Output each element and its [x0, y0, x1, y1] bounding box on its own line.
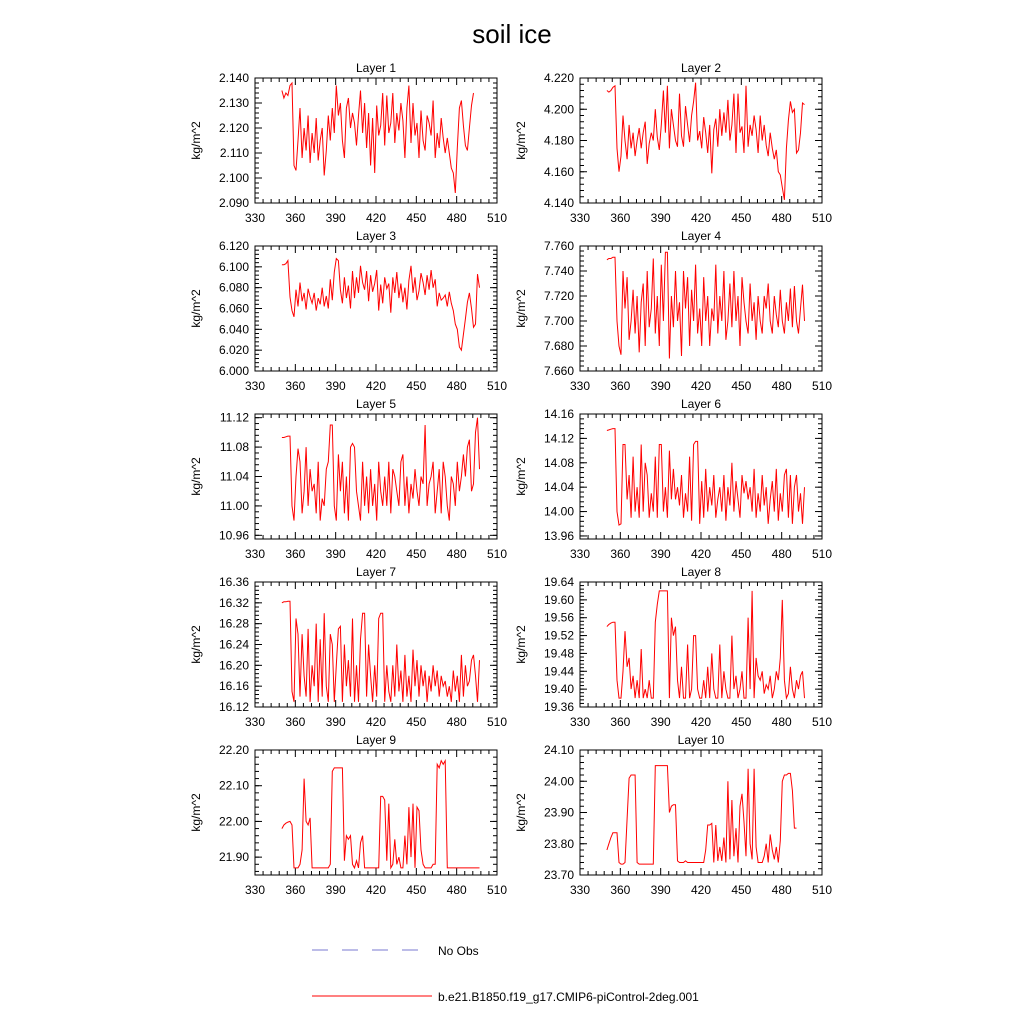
x-tick-label: 510 [486, 379, 508, 393]
x-tick-label: 360 [610, 883, 631, 897]
y-tick-label: 16.32 [218, 595, 249, 610]
x-tick-label: 450 [406, 883, 427, 897]
y-tick-label: 2.090 [218, 196, 249, 210]
panel-layer-3 [189, 229, 507, 393]
panel-layer-8 [514, 565, 832, 729]
y-tick-label: 11.12 [219, 410, 249, 425]
y-tick-label: 14.08 [543, 455, 574, 470]
y-tick-label: 7.680 [543, 339, 574, 353]
x-tick-label: 420 [690, 547, 712, 561]
x-tick-label: 480 [771, 715, 792, 729]
y-tick-label: 11.04 [219, 469, 249, 484]
series-line [282, 83, 474, 193]
panel-title: Layer 8 [680, 565, 722, 579]
x-tick-label: 510 [811, 715, 833, 729]
x-tick-label: 450 [731, 211, 752, 225]
x-tick-label: 510 [486, 883, 508, 897]
series-line [282, 418, 480, 521]
x-tick-label: 510 [811, 211, 833, 225]
panel-layer-1 [189, 61, 507, 225]
y-axis-label: kg/m^2 [514, 457, 528, 496]
x-tick-label: 420 [690, 379, 712, 393]
y-tick-label: 4.220 [543, 71, 574, 85]
x-tick-label: 420 [365, 715, 387, 729]
panel-title: Layer 9 [355, 733, 397, 747]
y-axis-label: kg/m^2 [189, 625, 203, 664]
x-tick-label: 390 [650, 379, 671, 393]
y-tick-label: 14.16 [543, 407, 574, 421]
y-axis-label: kg/m^2 [189, 457, 203, 496]
x-tick-label: 450 [731, 715, 752, 729]
figure-title: soil ice [472, 19, 552, 49]
x-tick-label: 420 [365, 379, 387, 393]
y-tick-label: 2.140 [218, 71, 249, 85]
x-tick-label: 480 [771, 547, 792, 561]
y-tick-label: 14.12 [543, 431, 574, 446]
x-tick-label: 360 [285, 211, 306, 225]
x-tick-label: 480 [446, 547, 467, 561]
y-tick-label: 19.44 [543, 664, 574, 679]
x-tick-label: 390 [650, 547, 671, 561]
x-tick-label: 450 [406, 547, 427, 561]
x-tick-label: 390 [650, 715, 671, 729]
x-tick-label: 510 [486, 715, 508, 729]
y-tick-label: 24.10 [543, 743, 574, 757]
x-tick-label: 450 [406, 211, 427, 225]
y-tick-label: 23.90 [543, 805, 574, 820]
x-tick-label: 390 [650, 211, 671, 225]
x-tick-label: 480 [446, 379, 467, 393]
series-line [607, 591, 805, 698]
x-tick-label: 390 [325, 211, 346, 225]
y-tick-label: 16.28 [218, 616, 249, 631]
x-tick-label: 330 [244, 211, 266, 225]
series-line [282, 601, 480, 702]
x-tick-label: 390 [325, 379, 346, 393]
y-tick-label: 4.180 [543, 133, 574, 148]
y-tick-label: 6.120 [218, 239, 249, 253]
panel-title: Layer 10 [677, 733, 725, 747]
x-tick-label: 510 [811, 547, 833, 561]
x-tick-label: 360 [610, 715, 631, 729]
y-tick-label: 23.70 [543, 868, 574, 882]
x-tick-label: 360 [610, 211, 631, 225]
x-tick-label: 420 [690, 715, 712, 729]
y-tick-label: 16.20 [218, 658, 249, 673]
x-tick-label: 450 [731, 883, 752, 897]
legend-no-obs-label: No Obs [438, 944, 479, 958]
panel-title: Layer 2 [680, 61, 722, 75]
y-tick-label: 14.04 [543, 480, 574, 495]
x-tick-label: 450 [731, 547, 752, 561]
y-tick-label: 4.200 [543, 102, 574, 117]
y-tick-label: 4.160 [543, 164, 574, 179]
y-tick-label: 7.700 [543, 314, 574, 328]
x-tick-label: 510 [486, 547, 508, 561]
panel-title: Layer 3 [355, 229, 397, 243]
y-tick-label: 19.64 [543, 575, 574, 589]
x-tick-label: 330 [244, 715, 266, 729]
y-axis-label: kg/m^2 [189, 121, 203, 160]
y-tick-label: 24.00 [543, 774, 574, 789]
x-tick-label: 330 [244, 379, 266, 393]
panel-title: Layer 7 [355, 565, 397, 579]
x-tick-label: 390 [325, 547, 346, 561]
x-tick-label: 480 [446, 715, 467, 729]
plot-frame [580, 750, 822, 875]
panels [189, 61, 832, 897]
y-tick-label: 7.660 [543, 364, 574, 378]
y-tick-label: 23.80 [543, 836, 574, 851]
y-tick-label: 4.140 [543, 196, 574, 210]
y-tick-label: 16.36 [218, 575, 249, 589]
y-tick-label: 19.56 [543, 610, 574, 625]
y-axis-label: kg/m^2 [514, 121, 528, 160]
x-tick-label: 450 [731, 379, 752, 393]
y-tick-label: 10.96 [218, 528, 249, 543]
x-tick-label: 330 [569, 379, 591, 393]
legend [312, 944, 699, 1004]
y-tick-label: 6.080 [218, 280, 249, 295]
x-tick-label: 420 [365, 211, 387, 225]
y-tick-label: 22.20 [218, 743, 249, 757]
y-tick-label: 19.36 [543, 700, 574, 714]
series-line [607, 252, 805, 358]
y-tick-label: 19.60 [543, 592, 574, 607]
y-axis-label: kg/m^2 [189, 793, 203, 832]
y-tick-label: 11.08 [219, 440, 249, 455]
x-tick-label: 480 [771, 379, 792, 393]
legend-model-label: b.e21.B1850.f19_g17.CMIP6-piControl-2deg.001 [438, 990, 699, 1004]
y-axis-label: kg/m^2 [514, 289, 528, 328]
x-tick-label: 420 [365, 547, 387, 561]
y-tick-label: 7.740 [543, 264, 574, 278]
x-tick-label: 480 [446, 211, 467, 225]
panel-layer-4 [514, 229, 832, 393]
series-line [607, 83, 805, 200]
x-tick-label: 330 [569, 547, 591, 561]
x-tick-label: 330 [569, 715, 591, 729]
y-tick-label: 6.040 [218, 322, 249, 337]
x-tick-label: 420 [690, 883, 712, 897]
panel-layer-9 [189, 733, 507, 897]
series-line [282, 259, 480, 351]
panel-layer-7 [189, 565, 507, 729]
x-tick-label: 480 [446, 883, 467, 897]
x-tick-label: 390 [650, 883, 671, 897]
y-tick-label: 6.000 [218, 364, 249, 378]
y-axis-label: kg/m^2 [514, 793, 528, 832]
y-tick-label: 7.720 [543, 289, 574, 303]
x-tick-label: 360 [610, 547, 631, 561]
y-tick-label: 6.060 [218, 301, 249, 316]
y-tick-label: 11.00 [219, 498, 249, 513]
y-tick-label: 7.760 [543, 239, 574, 253]
x-tick-label: 510 [811, 883, 833, 897]
series-line [282, 761, 480, 868]
x-tick-label: 330 [244, 547, 266, 561]
x-tick-label: 510 [486, 211, 508, 225]
panel-layer-2 [514, 61, 832, 225]
x-tick-label: 480 [771, 883, 792, 897]
panel-layer-10 [514, 733, 832, 897]
panel-title: Layer 4 [680, 229, 722, 243]
x-tick-label: 330 [244, 883, 266, 897]
panel-title: Layer 6 [680, 397, 722, 411]
y-tick-label: 2.100 [218, 171, 249, 185]
y-tick-label: 19.52 [543, 628, 574, 643]
y-tick-label: 19.40 [543, 682, 574, 697]
y-tick-label: 16.12 [218, 700, 249, 714]
y-tick-label: 2.110 [219, 146, 249, 160]
x-tick-label: 360 [610, 379, 631, 393]
panel-layer-5 [189, 397, 507, 561]
x-tick-label: 450 [406, 715, 427, 729]
series-line [607, 429, 805, 525]
panel-layer-6 [514, 397, 832, 561]
plot-frame [255, 750, 497, 875]
y-tick-label: 6.020 [218, 343, 249, 358]
x-tick-label: 480 [771, 211, 792, 225]
x-tick-label: 420 [365, 883, 387, 897]
x-tick-label: 360 [285, 715, 306, 729]
x-tick-label: 510 [811, 379, 833, 393]
y-tick-label: 22.10 [218, 778, 249, 793]
panel-title: Layer 1 [355, 61, 397, 75]
y-tick-label: 21.90 [218, 850, 249, 865]
y-tick-label: 16.24 [218, 637, 249, 652]
x-tick-label: 330 [569, 211, 591, 225]
y-tick-label: 13.96 [543, 528, 574, 543]
x-tick-label: 330 [569, 883, 591, 897]
y-tick-label: 2.130 [218, 96, 249, 110]
x-tick-label: 450 [406, 379, 427, 393]
x-tick-label: 360 [285, 547, 306, 561]
x-tick-label: 390 [325, 715, 346, 729]
x-tick-label: 360 [285, 883, 306, 897]
series-line [607, 766, 797, 865]
y-tick-label: 2.120 [218, 121, 249, 135]
panel-title: Layer 5 [355, 397, 397, 411]
y-axis-label: kg/m^2 [189, 289, 203, 328]
x-tick-label: 420 [690, 211, 712, 225]
y-tick-label: 16.16 [218, 679, 249, 694]
y-axis-label: kg/m^2 [514, 625, 528, 664]
y-tick-label: 19.48 [543, 646, 574, 661]
x-tick-label: 390 [325, 883, 346, 897]
y-tick-label: 14.00 [543, 504, 574, 519]
x-tick-label: 360 [285, 379, 306, 393]
y-tick-label: 6.100 [218, 259, 249, 274]
y-tick-label: 22.00 [218, 814, 249, 829]
